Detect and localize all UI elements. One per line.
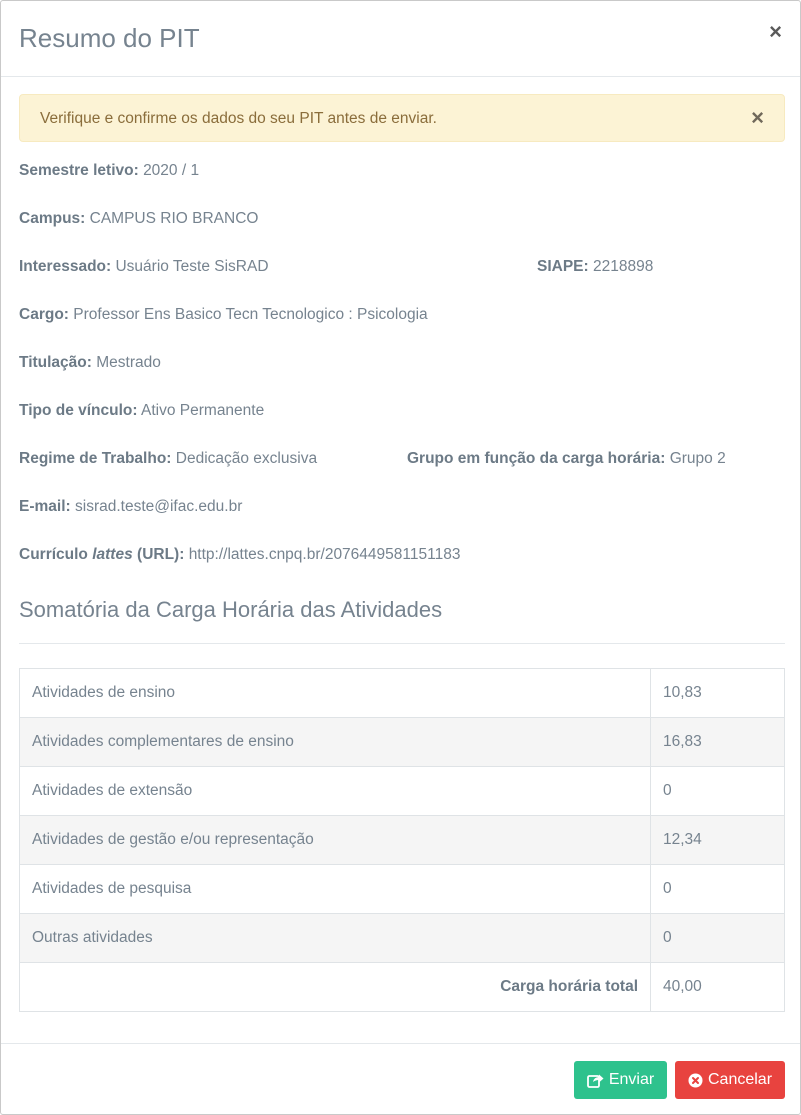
row-value: 0 xyxy=(651,914,785,963)
field-campus xyxy=(19,210,258,228)
field-siape xyxy=(537,258,653,276)
alert-close-button[interactable] xyxy=(751,107,764,129)
close-icon: × xyxy=(751,105,764,130)
row-label: Outras atividades xyxy=(20,914,651,963)
field-value: Dedicação exclusiva xyxy=(175,450,318,467)
table-row xyxy=(20,914,785,963)
table-row xyxy=(20,669,785,718)
table-row xyxy=(20,718,785,767)
field-label: Titulação: xyxy=(19,354,92,371)
field-value: Ativo Permanente xyxy=(141,402,265,419)
table-row xyxy=(20,767,785,816)
row-label: Atividades de pesquisa xyxy=(20,865,651,914)
field-semestre xyxy=(19,162,199,180)
section-divider xyxy=(19,643,785,644)
field-label: Tipo de vínculo: xyxy=(19,402,138,419)
field-value: Professor Ens Basico Tecn Tecnologico : Psicologia xyxy=(73,306,428,323)
row-label: Atividades complementares de ensino xyxy=(20,718,651,767)
field-label: Currículo lattes (URL): xyxy=(19,546,185,563)
modal-footer-divider xyxy=(1,1043,800,1044)
field-lattes xyxy=(19,546,460,564)
field-label: SIAPE: xyxy=(537,258,589,275)
field-label: Regime de Trabalho: xyxy=(19,450,172,467)
modal-title: Resumo do PIT xyxy=(19,23,200,53)
warning-alert xyxy=(19,94,785,142)
field-label: Interessado: xyxy=(19,258,112,275)
field-value: Usuário Teste SisRAD xyxy=(115,258,269,275)
field-label: Cargo: xyxy=(19,306,69,323)
close-icon: × xyxy=(769,19,782,44)
workload-summary-table xyxy=(19,668,785,1012)
share-square-icon xyxy=(587,1073,604,1088)
modal-header xyxy=(1,1,800,77)
send-button-label: Enviar xyxy=(608,1071,655,1088)
modal-close-button[interactable] xyxy=(769,21,782,43)
row-value: 0 xyxy=(651,865,785,914)
alert-text: Verifique e confirme os dados do seu PIT antes de enviar. xyxy=(40,110,437,127)
field-regime xyxy=(19,450,317,468)
cancel-button-label: Cancelar xyxy=(707,1071,773,1088)
row-value: 16,83 xyxy=(651,718,785,767)
row-value: 0 xyxy=(651,767,785,816)
field-value: 2020 / 1 xyxy=(143,162,200,179)
field-label: E-mail: xyxy=(19,498,71,515)
row-label: Atividades de ensino xyxy=(20,669,651,718)
times-circle-icon xyxy=(688,1073,703,1088)
field-value: CAMPUS RIO BRANCO xyxy=(89,210,259,227)
row-label: Atividades de extensão xyxy=(20,767,651,816)
field-value: sisrad.teste@ifac.edu.br xyxy=(75,498,243,515)
field-cargo xyxy=(19,306,428,324)
row-value: 12,34 xyxy=(651,816,785,865)
table-row xyxy=(20,816,785,865)
cancel-button[interactable] xyxy=(675,1061,785,1099)
field-value: Grupo 2 xyxy=(669,450,726,467)
field-label: Grupo em função da carga horária: xyxy=(407,450,666,467)
row-value: 10,83 xyxy=(651,669,785,718)
field-interessado xyxy=(19,258,269,276)
total-label: Carga horária total xyxy=(20,963,651,1012)
lattes-url: http://lattes.cnpq.br/2076449581151183 xyxy=(188,546,461,563)
field-value: 2218898 xyxy=(593,258,654,275)
summary-section-title: Somatória da Carga Horária das Atividades xyxy=(19,597,443,622)
field-grupo xyxy=(407,450,726,468)
send-button[interactable] xyxy=(574,1061,667,1099)
field-value: Mestrado xyxy=(96,354,161,371)
field-email xyxy=(19,498,242,516)
field-titulacao xyxy=(19,354,161,372)
row-label: Atividades de gestão e/ou representação xyxy=(20,816,651,865)
field-vinculo xyxy=(19,402,264,420)
total-value: 40,00 xyxy=(651,963,785,1012)
field-label: Campus: xyxy=(19,210,86,227)
total-row xyxy=(20,963,785,1012)
table-row xyxy=(20,865,785,914)
field-label: Semestre letivo: xyxy=(19,162,139,179)
